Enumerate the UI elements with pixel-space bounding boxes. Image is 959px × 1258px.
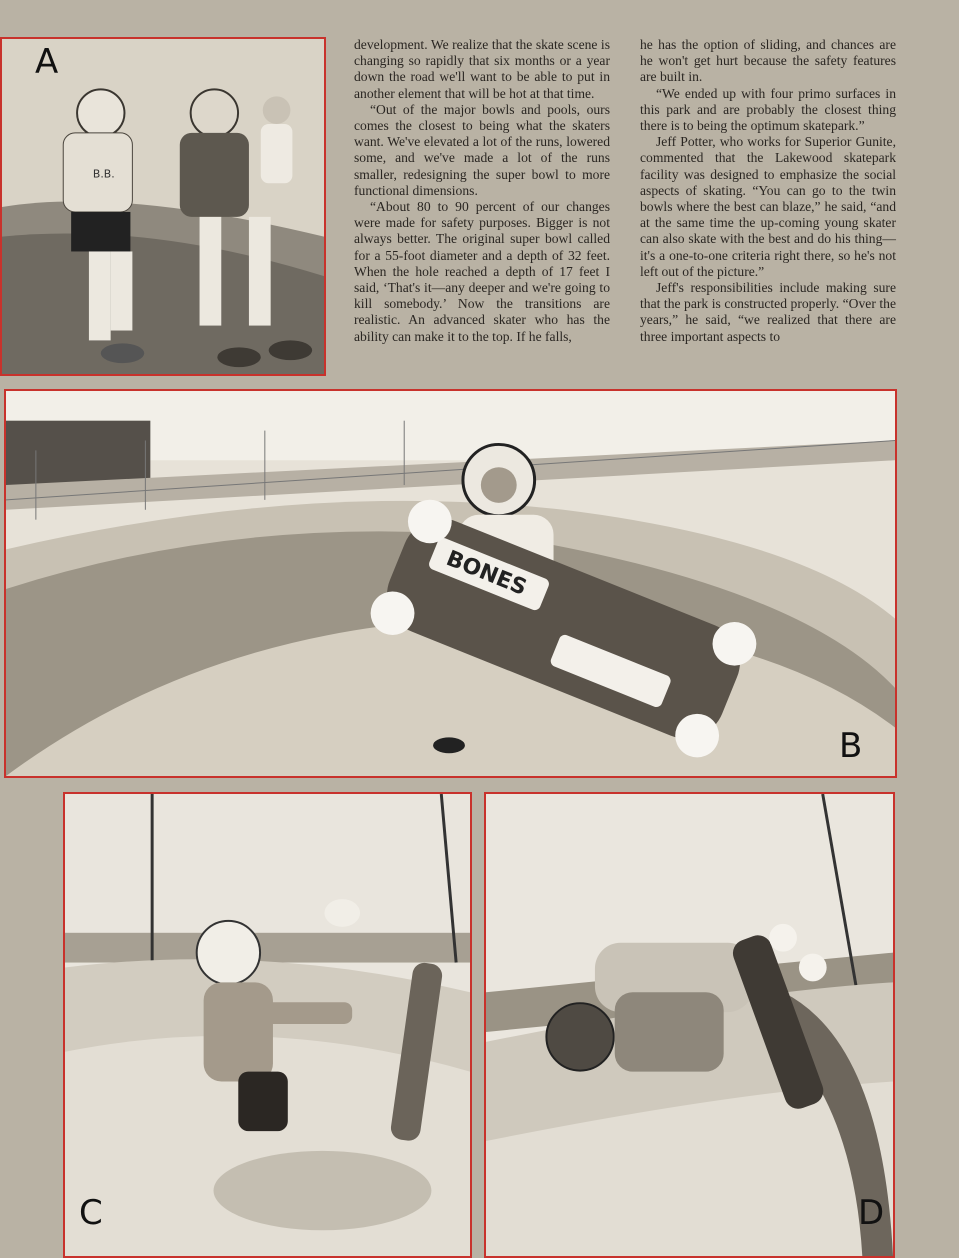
paragraph: “About 80 to 90 percent of our changes were made for safety purposes. Bigger is not always better. The original super bowl called for a 55-foot diameter and a depth of 32 feet. When the hole reached a depth of 17 feet I said, ‘That's it—any deeper and we're going to kill somebody.’ Now the transitions are realistic. An advanced skater who has the ability can make it to the top. If he falls, [354,199,610,344]
photo-label-b: B [839,726,863,766]
photo-b [4,389,897,778]
paragraph: Jeff Potter, who works for Superior Gunite, commented that the Lakewood skatepark facility was designed to emphasize the social aspects of skating. “You can go to the twin bowls where the best can blaze,” he said, “and at the same time the up-coming young skater can also skate with the best and do his thing—it's a one-to-one criteria right there, so he's not left out of the picture.” [640,134,896,279]
photo-b-image [6,391,895,776]
paragraph: development. We realize that the skate scene is changing so rapidly that six months or a year down the road we'll want to be able to put in another element that will be hot at that time. [354,37,610,101]
paragraph: he has the option of sliding, and chances are he won't get hurt because the safety features are built in. [640,37,896,85]
photo-c [63,792,472,1258]
paragraph: Jeff's responsibilities include making sure that the park is constructed properly. “Over the years,” he said, “we realized that there are three important aspects to [640,280,896,344]
paragraph: “Out of the major bowls and pools, ours comes the closest to being what the skaters want. We've elevated a lot of the runs, lowered some, and we've made a lot of the runs smaller, redesigning the super bowl to more functional dimensions. [354,101,610,198]
photo-label-a: A [35,42,59,82]
photo-a-image [2,39,324,374]
kid-shirt-text: B.B. [92,167,115,181]
board-graphic-text: BONES [442,546,531,601]
photo-d [484,792,895,1258]
paragraph: “We ended up with four primo surfaces in this park and are probably the closest thing there is to being the optimum skatepark.” [640,85,896,134]
photo-d-image [486,794,893,1256]
photo-c-image [65,794,470,1256]
photo-a [0,37,326,376]
text-column-1 [354,37,610,345]
photo-label-d: D [858,1193,885,1233]
text-column-2 [640,37,896,345]
photo-label-c: C [79,1193,103,1233]
